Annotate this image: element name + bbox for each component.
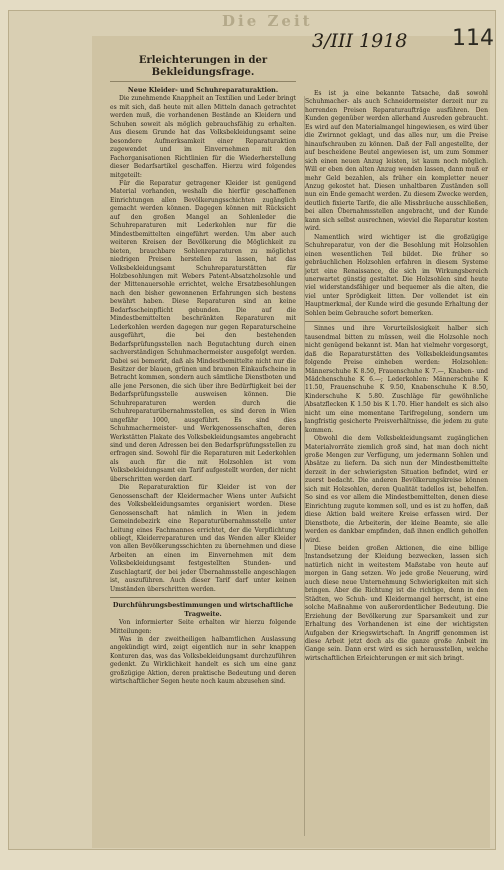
newspaper-masthead: Die Zeit	[222, 12, 313, 30]
paragraph: Für die Reparatur getragener Kleider ist genügend Material vorhanden, weshalb die hierfür geschaffenen Einrichtungen allen Bevölkerungsschichten zugänglich gemacht werden können. Dagegen können mit Rücksicht auf den großen Mangel an Sohlenleder die Schuhreparaturen mit Lederkohlen nur für die Mindestbemittelten eingeführt werden. Um aber auch weiteren Kreisen der Bevölkerung die Möglichkeit zu bieten, brauchbare Sohlenreparaturen zu möglichst niedrigen Preisen herstellen zu lassen, hat das Volksbekleidungsamt Schuhreparaturstätten für Holzbesohlungen mit Webers Patent-Absatzholzsohle und der Mittenauersohle errichtet, welche Ersatzbesohlungen nach den bisher gewonnenen Erfahrungen sich bestens bewährt haben. Diese Reparaturen sind an keine Bedarfsscheinpflicht gebunden. Die auf die Mindestbemittelten beschränkten Reparaturen mit Lederkohlen werden dagegen nur gegen Reparaturscheine ausgeführt, die bei den bestehenden Bedarfsprüfungsstellen nach Begutachtung durch einen sachverständigen Schuhmachermeister ausgefolgt werden. Dabei sei bemerkt, daß als Mindestbemittelte nicht nur die Besitzer der blauen, grünen und braunen Einkaufscheine in Betracht kommen, sondern auch sämtliche Dienstboten und alle jene Personen, die sich über ihre Bedürftigkeit bei der Bedarfsprüfungsstelle ausweisen können. Die Schuhreparaturen werden durch die Schuhreparaturübernahmsstellen, es sind deren in Wien ungefähr 1000, ausgeführt. Es sind dies Schuhmachermeister- und Werkgenossenschaften, deren Werkstätten Plakate des Volksbekleidungsamtes angebracht sind und deren Adressen bei den Bedarfsprüfungsstellen zu erfragen sind. Sowohl für die Reparaturen mit Lederkohlen als auch für die mit Holzsohlen ist vom Volksbekleidungsamt ein Tarif aufgestellt worden, der nicht überschritten werden darf.	[110, 179, 296, 483]
paragraph: Die zunehmende Knappheit an Textilien und Leder bringt es mit sich, daß heute mit allen Mitteln danach getrachtet werden muß, die vorhandenen Bestände an Kleidern und Schuhen soweit als möglich gebrauchsfähig zu erhalten. Aus diesem Grunde hat das Volksbekleidungsamt seine besondere Aufmerksamkeit einer Reparaturaktion zugewendet und im Einvernehmen mit den Fachorganisationen Richtlinien für die Wiederherstellung dieser Bedarfsartikel geschaffen. Hierzu wird folgendes mitgeteilt:	[110, 95, 296, 179]
paragraph: Es ist ja eine bekannte Tatsache, daß sowohl Schuhmacher- als auch Schneidermeister derzeit nur zu horrenden Preisen Reparaturaufträge ausführen. Den Kunden gegenüber werden allerhand Ausreden gebraucht. Es wird auf den Materialmangel hingewiesen, es wird über die Zwirnnot geklagt, und das alles nur, um die Preise hinaufschrauben zu können. Daß der Fall angestellte, der auf bescheidene Beutel angewiesen ist, um zum Sommer sich einen neuen Anzug leisten, ist kaum noch möglich. Will er eben den alten Anzug wenden lassen, dann muß er mehr Geld bezahlen, als früher ein kompletter neuer Anzug gekostet hat. Diesen unhaltbaren Zuständen soll nun ein Ende gemacht werden. Zu diesem Zwecke werden, deutlich fixierte Tarife, die alle Missbräuche ausschließen, bei allen Übernahmsstellen angebracht, und der Kunde kann sich selbst ausrechnen, wieviel die Reparatur kosten wird.	[305, 90, 488, 233]
paragraph: Diese beiden großen Aktionen, die eine billige Instandsetzung der Kleidung bezwecken, lassen sich natürlich nicht in weitestem Maßstabe von heute auf morgen in Gang setzen. Wo jede große Neuerung, wird auch diese neue Unternehmung Schwierigkeiten mit sich bringen. Aber die Richtung ist die richtige, denn in den Städten, wo Schuh- und Kleidermangel herrscht, ist eine solche Maßnahme von außerordentlicher Bedeutung. Die Erziehung der Bevölkerung zur Sparsamkeit und zur Erhaltung des Vorhandenen ist eine der wichtigsten Aufgaben der Kriegswirtschaft. In Angriff genommen ist diese Arbeit jetzt doch als die ganze große Anbeit im Gange sein. Dann erst wird es sich herausstellen, welche wirtschaftlichen Erleichterungen er mit sich bringt.	[305, 545, 488, 662]
article-column-left	[110, 55, 296, 830]
paragraph: Was in der zweitheiligen halbamtlichen Auslassung angekündigt wird, zeigt eigentlich nur in sehr knappen Konturen das, was das Volksbekleidungsamt durchzuführen gedenkt. Zu Wirklichkeit handelt es sich um eine ganz großzügige Aktion, deren praktische Bedeutung und deren wirtschaftlicher Segen heute noch kaum abzusehen sind.	[110, 636, 296, 686]
margin-bracket	[300, 421, 304, 549]
paragraph: Die Reparaturaktion für Kleider ist von der Genossenschaft der Kleidermacher Wiens unter Aufsicht des Volksbekleidungsamtes organisiert worden. Diese Genossenschaft hat nämlich in Wien in jedem Gemeindebezirk eine Reparaturübernahmsstelle unter Leitung eines Fachmannes errichtet, der die Verpflichtung obliegt, Kleiderreparaturen und das Wenden aller Kleider von allen Bevölkerungsschichten zu übernehmen und diese Arbeiten an einen im Einvernehmen mit dem Volksbekleidungsamt festgestellten Stunden- und Zuschlagtarif, der bei jeder Übernahmsstelle angeschlagen ist, auszuführen. Auch dieser Tarif darf unter keinen Umständen überschritten werden.	[110, 484, 296, 593]
article-subtitle: Neue Kleider- und Schuhreparaturaktion.	[127, 86, 279, 94]
paragraph: Namentlich wird wichtiger ist die großzügige Schuhreparatur, von der die Besohlung mit Holzsohlen einen wesentlichen Teil bildet. Die früher so gebräuchlichen Holzsohlen erfahren in diesem Systeme jetzt eine Renaissance, die sich im Wirkungsbereich unerwartet günstig gestaltet. Die Holzsohlen sind heute viel widerstandsfähiger und bequemer als die alten, die viel unter Sprödigkeit litten. Der vollendet ist ein Hauptmerkmal, der Kunde wird die gesunde Erhaltung der Sohlen beim Gebrauche sofort bemerken.	[305, 233, 488, 317]
article-title: Erleichterungen in der Bekleidungsfrage.	[110, 55, 296, 82]
paragraph: Von informierter Seite erhalten wir hierzu folgende Mitteilungen:	[110, 619, 296, 635]
handwritten-date: 3/III 1918	[312, 30, 408, 52]
section-heading: Durchführungsbestimmungen und wirtschaftliche Tragweite.	[112, 601, 294, 618]
article-column-right	[305, 90, 488, 870]
paragraph: Obwohl die dem Volksbekleidungsamt zugänglichen Materialvorräte ziemlich groß sind, hat man doch nicht große Mengen zur Verfügung, um jedermann Sohlen und Absätze zu liefern. Da sich nun der Mindestbemittelte derzeit in der schwierigsten Situation befindet, wird er zuerst bedacht. Die anderen Bevölkerungskreise können sich mit Holzsohlen, deren Qualität tadellos ist, behelfen. So sind es vor allem die Mindestbemittelten, denen diese Einrichtung zugute kommen soll, und es ist zu hoffen, daß diese Aktion bald weitere Kreise erfassen wird. Der Dienstbote, die Arbeiterin, der kleine Beamte, sie alle werden es dankbar empfinden, daß ihnen endlich geholfen wird.	[305, 435, 488, 544]
section-divider	[110, 597, 296, 598]
column-break-rule	[305, 321, 488, 322]
archive-number: 114	[452, 26, 494, 51]
paragraph: Sinnes und ihre Vorurteilslosigkeit halber sich tausendmal bitten zu müssen, weil die Holzsohle noch nicht genügend bekannt ist. Man hat vielmehr vorgesorgt, daß die Reparaturstätten des Volksbekleidungsamtes folgende Preise einheben werden: Holzsohlen: Männerschuhe K 8.50, Frauenschuhe K 7.—, Knaben- und Mädchenschuhe K 6.—; Lederkohlen: Männerschuhe K 11.50, Frauenschuhe K 9.50, Knabenschuhe K 8.50, Kinderschuhe K 5.80. Zuschläge für gewöhnliche Absatzflecken K 1.50 bis K 1.70. Hier handelt es sich also nicht um eine momentane Tarifregelung, sondern um langfristig gesicherte Preisverhältnisse, die jedem zu gute kommen.	[305, 325, 488, 434]
